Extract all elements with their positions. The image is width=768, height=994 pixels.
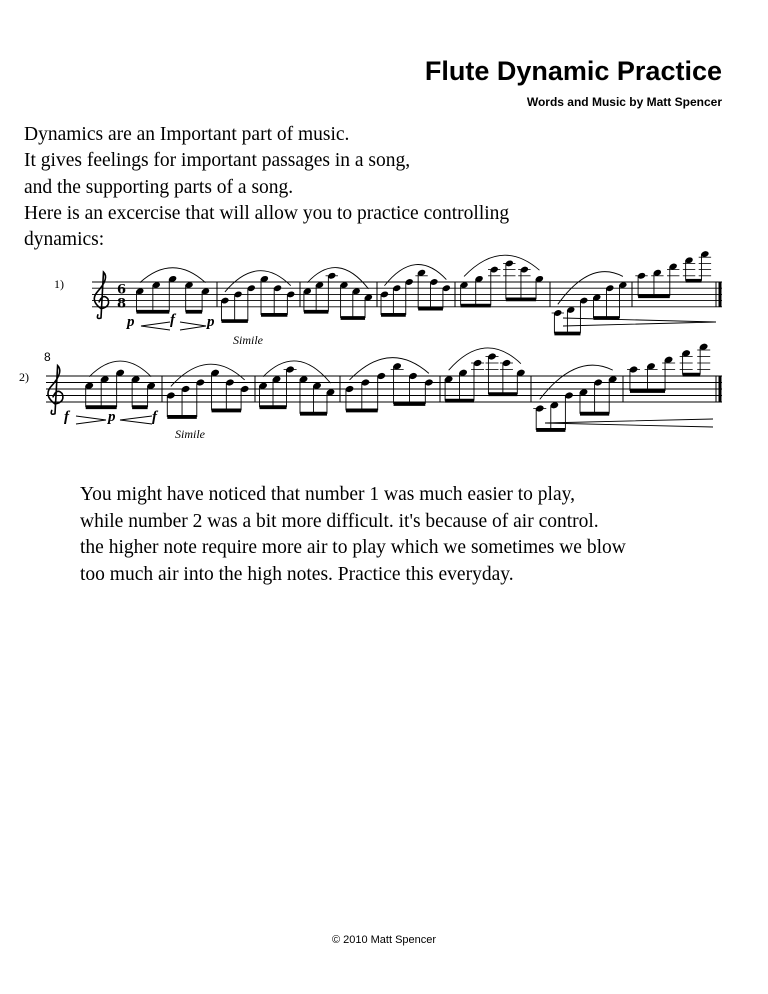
page-title: Flute Dynamic Practice (424, 56, 722, 86)
composer-credit: Words and Music by Matt Spencer (526, 95, 722, 109)
exercise-1-label: 1) (54, 277, 64, 291)
crescendo-hairpin (545, 419, 713, 427)
dynamic-marking: f (170, 312, 175, 328)
copyright-footer: © 2010 Matt Spencer (331, 934, 437, 946)
crescendo-hairpin (141, 322, 170, 330)
expression-marking: Simile (233, 333, 263, 347)
dynamic-marking: f (64, 409, 69, 425)
music-score (0, 0, 768, 470)
treble-clef-icon (94, 272, 108, 318)
intro-line: and the supporting parts of a song. (24, 176, 294, 198)
crescendo-hairpin (120, 416, 152, 424)
intro-line: It gives feelings for important passages in a song, (24, 150, 411, 172)
time-signature-top: 6 (117, 282, 127, 298)
closing-line: the higher note require more air to play which we sometimes we blow (80, 537, 626, 559)
closing-line: too much air into the high notes. Practice this everyday. (80, 564, 514, 586)
dynamic-marking: p (127, 314, 135, 330)
decrescendo-hairpin (76, 416, 106, 424)
dynamic-marking: f (152, 409, 157, 425)
closing-paragraph (80, 482, 626, 589)
closing-line: You might have noticed that number 1 was much easier to play, (80, 484, 575, 505)
dynamic-marking: p (207, 314, 215, 330)
slur (464, 255, 539, 276)
exercise-2-label: 2) (19, 370, 29, 384)
intro-line: dynamics: (24, 229, 105, 251)
treble-clef-icon (48, 366, 63, 415)
decrescendo-hairpin (563, 318, 716, 326)
intro-line: Here is an excercise that will allow you to practice controlling (24, 202, 510, 224)
intro-line: Dynamics are an Important part of music. (24, 124, 350, 145)
slur (350, 358, 429, 380)
dynamic-marking: p (108, 409, 116, 425)
slur (449, 348, 521, 370)
measure-number: 8 (44, 350, 51, 364)
expression-marking: Simile (175, 427, 205, 441)
closing-line: while number 2 was a bit more difficult. it's because of air control. (80, 510, 599, 532)
decrescendo-hairpin (180, 322, 206, 330)
time-signature-bottom: 8 (117, 296, 127, 312)
slur (171, 364, 245, 386)
